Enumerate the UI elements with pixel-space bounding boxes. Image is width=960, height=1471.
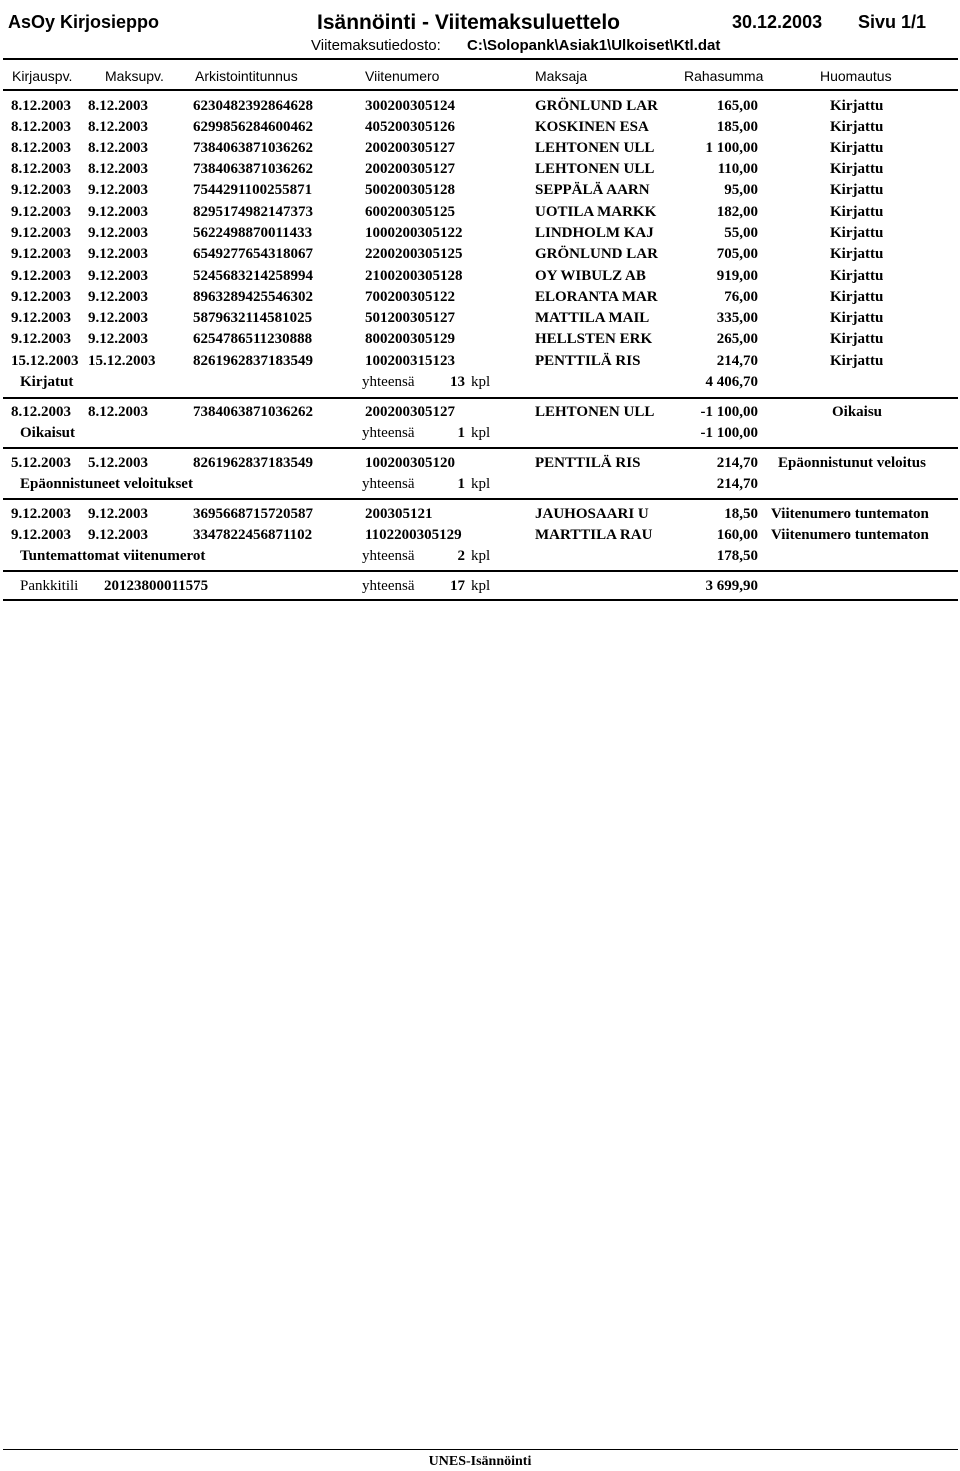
table-row xyxy=(0,506,960,527)
kirjauspv: 9.12.2003 xyxy=(11,310,71,326)
maksaja: KOSKINEN ESA xyxy=(535,119,649,135)
huomautus: Kirjattu xyxy=(830,119,884,135)
rahasumma: 55,00 xyxy=(724,225,758,241)
huomautus: Kirjattu xyxy=(830,268,884,284)
rahasumma: 110,00 xyxy=(717,161,758,177)
rahasumma: 335,00 xyxy=(716,310,758,326)
huomautus: Kirjattu xyxy=(830,289,884,305)
summary-row-kirjatut xyxy=(0,374,960,395)
viitenumero: 1000200305122 xyxy=(365,225,463,241)
column-header-divider xyxy=(3,89,958,91)
rahasumma: 214,70 xyxy=(716,353,758,369)
viitenumero: 100200315123 xyxy=(365,353,455,369)
huomautus: Kirjattu xyxy=(830,353,884,369)
arkistointitunnus: 8261962837183549 xyxy=(193,353,313,369)
rahasumma: 919,00 xyxy=(716,268,758,284)
viitenumero: 700200305122 xyxy=(365,289,455,305)
summary-row-tuntemattomat xyxy=(0,548,960,569)
arkistointitunnus: 8261962837183549 xyxy=(193,455,313,471)
viitenumero: 500200305128 xyxy=(365,182,455,198)
kirjauspv: 9.12.2003 xyxy=(11,289,71,305)
rahasumma: 214,70 xyxy=(716,455,758,471)
summary-amount: 214,70 xyxy=(716,476,758,492)
summary-count: 1 xyxy=(457,476,465,492)
section-divider xyxy=(3,570,958,572)
section-divider xyxy=(3,447,958,449)
viitenumero: 1102200305129 xyxy=(365,527,462,543)
arkistointitunnus: 6254786511230888 xyxy=(193,331,313,347)
maksupv: 8.12.2003 xyxy=(88,404,148,420)
summary-unit: kpl xyxy=(471,374,491,390)
page-number: Sivu 1/1 xyxy=(858,12,927,32)
col-header-huomautus: Huomautus xyxy=(820,68,892,84)
col-header-maksaja: Maksaja xyxy=(535,68,588,84)
huomautus: Kirjattu xyxy=(830,182,884,198)
col-header-arkistointitunnus: Arkistointitunnus xyxy=(195,68,298,84)
report-date: 30.12.2003 xyxy=(732,12,823,32)
kirjauspv: 5.12.2003 xyxy=(11,455,71,471)
viitenumero: 300200305124 xyxy=(365,98,455,114)
kirjauspv: 8.12.2003 xyxy=(11,140,71,156)
col-header-rahasumma: Rahasumma xyxy=(684,68,764,84)
kirjauspv: 8.12.2003 xyxy=(11,161,71,177)
summary-unit: kpl xyxy=(471,425,491,441)
maksaja: GRÖNLUND LAR xyxy=(535,98,658,114)
kirjauspv: 8.12.2003 xyxy=(11,404,71,420)
huomautus: Kirjattu xyxy=(830,246,884,262)
company-name: AsOy Kirjosieppo xyxy=(8,12,160,32)
summary-label: Oikaisut xyxy=(20,425,76,441)
maksaja: MARTTILA RAU xyxy=(535,527,653,543)
arkistointitunnus: 7384063871036262 xyxy=(193,404,313,420)
kirjauspv: 9.12.2003 xyxy=(11,225,71,241)
arkistointitunnus: 5879632114581025 xyxy=(193,310,313,326)
rahasumma: 705,00 xyxy=(716,246,758,262)
maksaja: ELORANTA MAR xyxy=(535,289,658,305)
arkistointitunnus: 7544291100255871 xyxy=(193,182,313,198)
summary-row-oikaisut xyxy=(0,425,960,446)
arkistointitunnus: 6549277654318067 xyxy=(193,246,313,262)
maksupv: 15.12.2003 xyxy=(88,353,156,369)
maksupv: 9.12.2003 xyxy=(88,310,148,326)
table-row xyxy=(0,404,960,425)
kirjauspv: 9.12.2003 xyxy=(11,182,71,198)
rahasumma: 160,00 xyxy=(716,527,758,543)
maksaja: UOTILA MARKK xyxy=(535,204,657,220)
maksupv: 5.12.2003 xyxy=(88,455,148,471)
maksupv: 9.12.2003 xyxy=(88,527,148,543)
arkistointitunnus: 3695668715720587 xyxy=(193,506,313,522)
summary-count: 13 xyxy=(450,374,465,390)
rahasumma: 185,00 xyxy=(716,119,758,135)
table-row xyxy=(0,119,960,140)
rahasumma: 182,00 xyxy=(716,204,758,220)
table-row xyxy=(0,268,960,289)
summary-total-label: yhteensä xyxy=(362,374,415,390)
maksaja: JAUHOSAARI U xyxy=(535,506,649,522)
maksupv: 9.12.2003 xyxy=(88,182,148,198)
table-row xyxy=(0,225,960,246)
table-row xyxy=(0,182,960,203)
kirjauspv: 15.12.2003 xyxy=(11,353,79,369)
summary-total-label: yhteensä xyxy=(362,548,415,564)
arkistointitunnus: 7384063871036262 xyxy=(193,140,313,156)
viitenumero: 200200305127 xyxy=(365,161,455,177)
huomautus: Kirjattu xyxy=(830,140,884,156)
huomautus: Viitenumero tuntematon xyxy=(771,527,929,543)
viitenumero: 405200305126 xyxy=(365,119,455,135)
table-row xyxy=(0,98,960,119)
maksaja: SEPPÄLÄ AARN xyxy=(535,182,650,198)
arkistointitunnus: 8295174982147373 xyxy=(193,204,313,220)
maksupv: 9.12.2003 xyxy=(88,246,148,262)
kirjauspv: 9.12.2003 xyxy=(11,268,71,284)
maksaja: MATTILA MAIL xyxy=(535,310,650,326)
viitenumero: 100200305120 xyxy=(365,455,455,471)
table-row xyxy=(0,310,960,331)
summary-total-label: yhteensä xyxy=(362,578,415,594)
kirjauspv: 9.12.2003 xyxy=(11,204,71,220)
section-divider xyxy=(3,397,958,399)
arkistointitunnus: 8963289425546302 xyxy=(193,289,313,305)
summary-label: Kirjatut xyxy=(20,374,74,390)
arkistointitunnus: 3347822456871102 xyxy=(193,527,313,543)
arkistointitunnus: 6299856284600462 xyxy=(193,119,313,135)
table-row xyxy=(0,455,960,476)
huomautus: Kirjattu xyxy=(830,310,884,326)
huomautus: Kirjattu xyxy=(830,204,884,220)
bank-account-number: 20123800011575 xyxy=(104,578,209,594)
report-title: Isännöinti - Viitemaksuluettelo xyxy=(317,11,621,34)
viitenumero: 501200305127 xyxy=(365,310,455,326)
section-divider xyxy=(3,498,958,500)
table-row xyxy=(0,161,960,182)
arkistointitunnus: 5245683214258994 xyxy=(193,268,313,284)
viitenumero: 200200305127 xyxy=(365,404,455,420)
arkistointitunnus: 6230482392864628 xyxy=(193,98,313,114)
rahasumma: 95,00 xyxy=(724,182,758,198)
rahasumma: 76,00 xyxy=(724,289,758,305)
table-row xyxy=(0,204,960,225)
summary-count: 1 xyxy=(457,425,465,441)
table-row xyxy=(0,353,960,374)
table-row xyxy=(0,331,960,352)
viitenumero: 200200305127 xyxy=(365,140,455,156)
col-header-kirjauspv: Kirjauspv. xyxy=(12,68,73,84)
huomautus: Kirjattu xyxy=(830,225,884,241)
huomautus: Epäonnistunut veloitus xyxy=(778,455,926,471)
summary-amount: 3 699,90 xyxy=(705,578,758,594)
maksupv: 8.12.2003 xyxy=(88,119,148,135)
kirjauspv: 9.12.2003 xyxy=(11,506,71,522)
maksupv: 9.12.2003 xyxy=(88,331,148,347)
arkistointitunnus: 7384063871036262 xyxy=(193,161,313,177)
rahasumma: 265,00 xyxy=(716,331,758,347)
maksupv: 9.12.2003 xyxy=(88,204,148,220)
maksupv: 9.12.2003 xyxy=(88,268,148,284)
maksupv: 8.12.2003 xyxy=(88,161,148,177)
viitenumero: 2100200305128 xyxy=(365,268,463,284)
summary-count: 2 xyxy=(457,548,465,564)
kirjauspv: 9.12.2003 xyxy=(11,246,71,262)
table-row xyxy=(0,289,960,310)
kirjauspv: 8.12.2003 xyxy=(11,98,71,114)
table-row xyxy=(0,527,960,548)
summary-count: 17 xyxy=(450,578,465,594)
huomautus: Kirjattu xyxy=(830,98,884,114)
maksaja: PENTTILÄ RIS xyxy=(535,353,641,369)
maksupv: 9.12.2003 xyxy=(88,506,148,522)
summary-amount: -1 100,00 xyxy=(700,425,758,441)
viitenumero: 200305121 xyxy=(365,506,433,522)
col-header-maksupv: Maksupv. xyxy=(105,68,164,84)
arkistointitunnus: 5622498870011433 xyxy=(193,225,313,241)
rahasumma: 18,50 xyxy=(724,506,758,522)
viitenumero: 2200200305125 xyxy=(365,246,463,262)
maksaja: LEHTONEN ULL xyxy=(535,161,655,177)
col-header-viitenumero: Viitenumero xyxy=(365,68,440,84)
summary-amount: 4 406,70 xyxy=(705,374,758,390)
maksaja: HELLSTEN ERK xyxy=(535,331,653,347)
bottom-divider xyxy=(3,599,958,601)
summary-total-label: yhteensä xyxy=(362,425,415,441)
rahasumma: 1 100,00 xyxy=(705,140,758,156)
file-label: Viitemaksutiedosto: xyxy=(311,37,441,54)
file-path: C:\Solopank\Asiak1\Ulkoiset\Ktl.dat xyxy=(467,37,721,54)
table-row xyxy=(0,246,960,267)
maksupv: 8.12.2003 xyxy=(88,98,148,114)
maksaja: LINDHOLM KAJ xyxy=(535,225,654,241)
bank-total-row xyxy=(0,578,960,599)
huomautus: Viitenumero tuntematon xyxy=(771,506,929,522)
footer-text: UNES-Isännöinti xyxy=(428,1454,532,1469)
huomautus: Kirjattu xyxy=(830,161,884,177)
bank-account-label: Pankkitili xyxy=(20,578,79,594)
summary-row-epaonnistuneet xyxy=(0,476,960,497)
maksupv: 9.12.2003 xyxy=(88,289,148,305)
rahasumma: -1 100,00 xyxy=(700,404,758,420)
kirjauspv: 9.12.2003 xyxy=(11,527,71,543)
maksaja: LEHTONEN ULL xyxy=(535,404,655,420)
viitenumero: 600200305125 xyxy=(365,204,455,220)
kirjauspv: 9.12.2003 xyxy=(11,331,71,347)
viitenumero: 800200305129 xyxy=(365,331,455,347)
footer-divider xyxy=(3,1449,958,1450)
summary-total-label: yhteensä xyxy=(362,476,415,492)
summary-label: Epäonnistuneet veloitukset xyxy=(20,476,193,492)
maksaja: GRÖNLUND LAR xyxy=(535,246,658,262)
summary-unit: kpl xyxy=(471,476,491,492)
maksaja: OY WIBULZ AB xyxy=(535,268,646,284)
table-row xyxy=(0,140,960,161)
maksaja: LEHTONEN ULL xyxy=(535,140,655,156)
summary-unit: kpl xyxy=(471,578,491,594)
maksaja: PENTTILÄ RIS xyxy=(535,455,641,471)
kirjauspv: 8.12.2003 xyxy=(11,119,71,135)
summary-unit: kpl xyxy=(471,548,491,564)
rahasumma: 165,00 xyxy=(716,98,758,114)
summary-label: Tuntemattomat viitenumerot xyxy=(20,548,206,564)
huomautus: Kirjattu xyxy=(830,331,884,347)
maksupv: 8.12.2003 xyxy=(88,140,148,156)
summary-amount: 178,50 xyxy=(716,548,758,564)
maksupv: 9.12.2003 xyxy=(88,225,148,241)
huomautus: Oikaisu xyxy=(832,404,883,420)
header-divider xyxy=(3,58,958,60)
